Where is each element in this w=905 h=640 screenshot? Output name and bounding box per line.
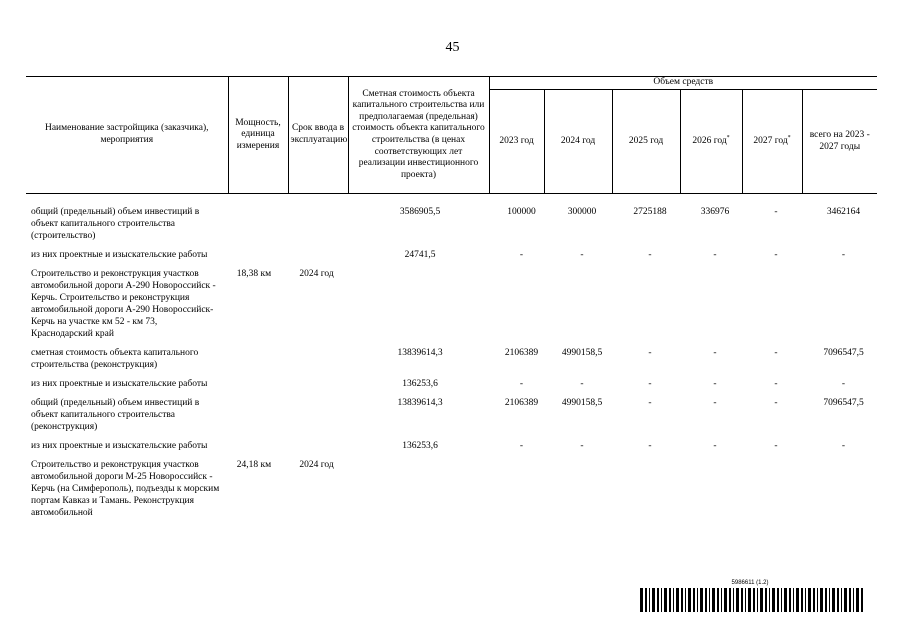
cell-total: 7096547,5: [823, 398, 864, 408]
cell-v2026: [684, 459, 746, 519]
barcode-bar: [793, 588, 794, 612]
barcode-bar: [765, 588, 767, 612]
cell-v2024: [548, 268, 616, 340]
cell-term: [288, 206, 345, 242]
barcode-bar: [681, 588, 683, 612]
cell-name: из них проектные и изыскательские работы: [31, 441, 208, 451]
cell-v2026: [684, 268, 746, 340]
cell-v2023: 2106389: [504, 398, 539, 408]
table-row: [30, 249, 881, 261]
cell-capacity: 18,38 км: [236, 269, 272, 279]
cell-name: из них проектные и изыскательские работы: [31, 379, 208, 389]
cell-v2027: [746, 268, 806, 340]
cell-v2026: -: [713, 379, 717, 389]
cell-cost: 3586905,5: [399, 207, 441, 217]
barcode-bar: [652, 588, 655, 612]
cell-v2024: 4990158,5: [561, 348, 603, 358]
cell-v2026: -: [713, 250, 717, 260]
barcode-bar: [801, 588, 803, 612]
cell-name: сметная стоимость объекта капитального строительства (реконструкция): [31, 348, 199, 370]
cell-total: -: [841, 250, 846, 260]
barcode-bar: [769, 588, 770, 612]
cell-v2027: [746, 459, 806, 519]
barcode-bar: [757, 588, 758, 612]
barcode-bar: [781, 588, 782, 612]
cell-capacity: [220, 206, 288, 242]
barcode-bar: [805, 588, 806, 612]
cell-name: из них проектные и изыскательские работы: [31, 250, 208, 260]
header-year-2023: 2023 год: [489, 90, 544, 194]
cell-v2023: 2106389: [504, 348, 539, 358]
cell-v2024: [548, 459, 616, 519]
table-header: [26, 76, 877, 194]
cell-capacity: [220, 397, 288, 433]
header-name: Наименование застройщика (заказчика), мероприятия: [26, 77, 228, 194]
cell-name: общий (предельный) объем инвестиций в объект капитального строительства (строительство): [31, 207, 200, 241]
barcode-bar: [820, 588, 823, 612]
barcode-bar: [796, 588, 799, 612]
cell-v2026: 336976: [700, 207, 730, 217]
header-term: Срок ввода в эксплуатацию: [288, 77, 348, 194]
cell-v2024: 300000: [567, 207, 597, 217]
cell-cost: 13839614,3: [397, 348, 443, 358]
cell-v2024: -: [580, 250, 584, 260]
cell-v2025: 2725188: [633, 207, 667, 217]
barcode-bar: [856, 588, 859, 612]
barcode-bar: [693, 588, 695, 612]
barcode-bar: [829, 588, 830, 612]
cell-v2027: -: [774, 250, 778, 260]
barcode-bar: [753, 588, 755, 612]
barcode-bar: [712, 588, 715, 612]
barcode-bar: [808, 588, 811, 612]
cell-v2025: [616, 268, 684, 340]
barcode-bar: [832, 588, 835, 612]
barcode-bar: [717, 588, 719, 612]
cell-total: [806, 459, 881, 519]
header-year-2026: 2026 год*: [680, 90, 742, 194]
barcode-bar: [841, 588, 842, 612]
barcode-bar: [657, 588, 659, 612]
barcode-bar: [777, 588, 779, 612]
barcode-bar: [705, 588, 707, 612]
cell-total: [806, 268, 881, 340]
table-row: [30, 378, 881, 390]
cell-name: общий (предельный) объем инвестиций в объект капитального строительства (реконструкция): [31, 398, 200, 432]
header-year-2027: 2027 год*: [742, 90, 802, 194]
cell-v2027: -: [774, 398, 778, 408]
table-row: [30, 268, 881, 340]
cell-v2027: -: [774, 379, 778, 389]
barcode-bar: [849, 588, 851, 612]
cell-v2027: -: [774, 441, 778, 451]
table-row: [30, 440, 881, 452]
barcode-bar: [789, 588, 791, 612]
cell-term: [288, 249, 345, 261]
barcode-bar: [861, 588, 863, 612]
cell-v2023: [495, 459, 548, 519]
barcode-bar: [721, 588, 722, 612]
barcode-id: 5986611 (1.2): [731, 580, 769, 586]
cell-v2025: -: [648, 398, 652, 408]
cell-total: -: [841, 441, 846, 451]
barcode-bar: [729, 588, 731, 612]
barcode-bar: [772, 588, 775, 612]
cell-term: [288, 347, 345, 371]
cell-term: 2024 год: [299, 269, 334, 279]
cell-cost: 136253,6: [402, 379, 438, 389]
barcode-bar: [813, 588, 815, 612]
barcode-bar: [669, 588, 671, 612]
cell-v2026: -: [713, 348, 717, 358]
cell-cost: 136253,6: [402, 441, 438, 451]
barcode-bar: [741, 588, 743, 612]
barcode-bar: [673, 588, 674, 612]
cell-v2025: -: [648, 441, 652, 451]
barcode-bar: [733, 588, 734, 612]
cell-name: Строительство и реконструкция участков автомобильной дороги А-290 Новороссийск - Керчь. Строительство и реконструкция автомобильной дороги А-290 Новороссийск-Керчь на участке км 52 - км 73, Краснодарский край: [31, 269, 216, 339]
cell-v2024: -: [580, 441, 584, 451]
cell-capacity: [220, 249, 288, 261]
header-year-2024: 2024 год: [544, 90, 612, 194]
barcode-bar: [664, 588, 667, 612]
cell-total: -: [841, 379, 846, 389]
barcode-bar: [685, 588, 686, 612]
cell-v2023: -: [519, 379, 524, 389]
page-number: 45: [445, 40, 460, 55]
cell-v2026: -: [713, 398, 717, 408]
cell-v2026: -: [713, 441, 717, 451]
table-row: [30, 397, 881, 433]
barcode-bar: [700, 588, 703, 612]
cell-term: 2024 год: [299, 460, 334, 470]
barcode-bar: [837, 588, 839, 612]
cell-v2024: -: [580, 379, 584, 389]
barcode-bar: [676, 588, 679, 612]
cell-v2023: -: [519, 250, 524, 260]
header-capacity: Мощность, единица измерения: [228, 77, 288, 194]
cell-cost: [345, 268, 495, 340]
cell-v2025: -: [648, 379, 652, 389]
barcode-bar: [853, 588, 854, 612]
barcode-bar: [825, 588, 827, 612]
cell-v2027: -: [774, 207, 778, 217]
barcode-icon: [640, 588, 864, 612]
barcode-bar: [844, 588, 847, 612]
cell-term: [288, 397, 345, 433]
barcode-bar: [817, 588, 818, 612]
cell-cost: 24741,5: [404, 250, 436, 260]
header-year-2025: 2025 год: [612, 90, 680, 194]
barcode-bar: [784, 588, 787, 612]
cell-capacity: [220, 347, 288, 371]
cell-v2023: [495, 268, 548, 340]
barcode-bar: [736, 588, 739, 612]
header-cost: Сметная стоимость объекта капитального строительства или предполагаемая (предельная) стоимость объекта капитального строительства (в ценах соответствующих лет реализации инвестиционного проекта): [348, 77, 489, 194]
cell-term: [288, 440, 345, 452]
table-body: [30, 206, 881, 526]
cell-v2027: -: [774, 348, 778, 358]
cell-capacity: [220, 378, 288, 390]
header-funds: Объем средств: [489, 77, 877, 90]
cell-total: 3462164: [826, 207, 861, 217]
table-row: [30, 206, 881, 242]
barcode-bar: [661, 588, 662, 612]
table-row: [30, 347, 881, 371]
cell-v2024: 4990158,5: [561, 398, 603, 408]
cell-cost: 13839614,3: [397, 398, 443, 408]
cell-v2023: -: [519, 441, 524, 451]
cell-v2025: -: [648, 250, 652, 260]
cell-capacity: 24,18 км: [236, 460, 272, 470]
barcode-bar: [640, 588, 643, 612]
barcode-bar: [748, 588, 751, 612]
cell-term: [288, 378, 345, 390]
barcode-bar: [697, 588, 698, 612]
barcode-bar: [724, 588, 727, 612]
cell-cost: [345, 459, 495, 519]
cell-name: Строительство и реконструкция участков автомобильной дороги М-25 Новороссийск - Керчь (на Симферополь), подъезды к морским портам Кавказ и Тамань. Реконструкция автомобильной: [31, 460, 220, 518]
barcode-bar: [760, 588, 763, 612]
header-total: всего на 2023 - 2027 годы: [802, 90, 877, 194]
barcode-bar: [645, 588, 647, 612]
cell-total: 7096547,5: [823, 348, 864, 358]
cell-v2023: 100000: [507, 207, 536, 217]
barcode-bar: [688, 588, 691, 612]
table-row: [30, 459, 881, 519]
barcode-bar: [709, 588, 710, 612]
barcode-bar: [649, 588, 650, 612]
cell-v2025: [616, 459, 684, 519]
cell-v2025: -: [648, 348, 652, 358]
cell-capacity: [220, 440, 288, 452]
barcode-bar: [745, 588, 746, 612]
